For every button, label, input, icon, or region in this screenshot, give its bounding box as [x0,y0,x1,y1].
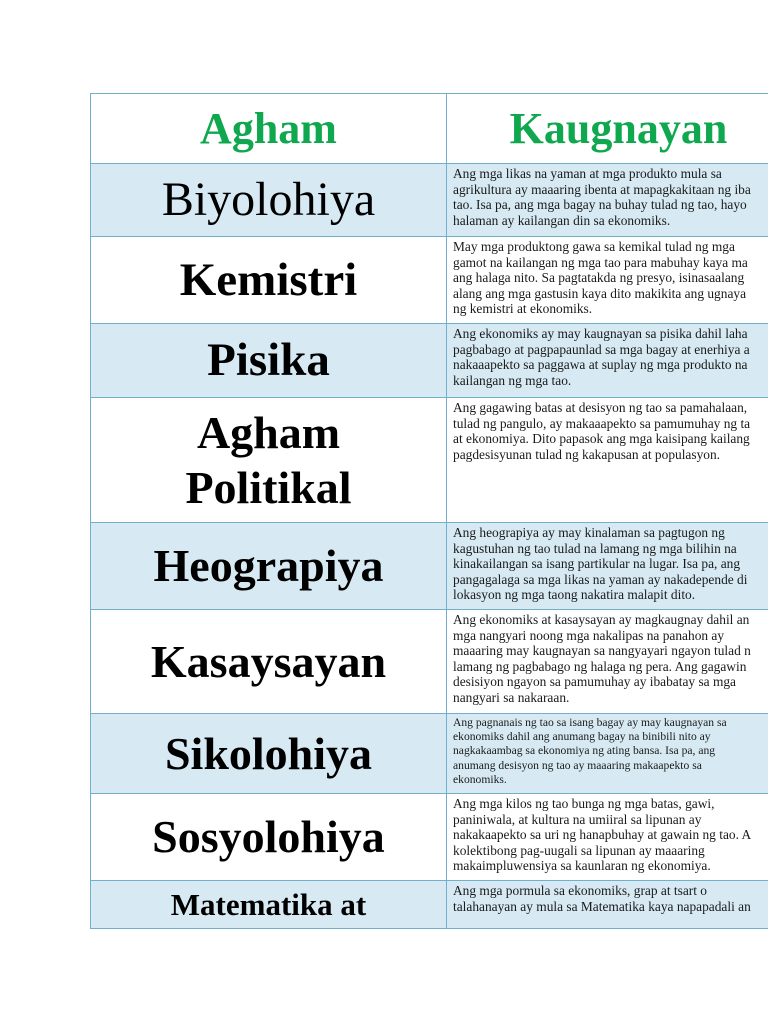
description-cell: Ang gagawing batas at desisyon ng tao sa pamahalaan, tulad ng pangulo, ay makaaapekto sa pamumuhay ng ta at ekonomiya. Dito papasok ang mga kaisipang kailang pagdesisyunan tulad ng kakapusan at populasyon. [447,398,768,523]
table-row [91,610,768,714]
description-cell: Ang mga pormula sa ekonomiks, grap at tsart o talahanayan ay mula sa Matematika kaya napapadali an [447,881,768,929]
table-row [91,237,768,324]
subject-line-2: Politikal [185,462,352,513]
description-cell: May mga produktong gawa sa kemikal tulad ng mga gamot na kailangan ng mga tao para mabuhay kaya ma ang halaga nito. Sa pagtatakda ng presyo, isinasaalang alang ang mga gastusin kaya dito makikita ang ugnaya ng kemistri at ekonomiks. [447,237,768,324]
subject-cell: Heograpiya [91,523,447,610]
table-row [91,881,768,929]
description-cell: Ang pagnanais ng tao sa isang bagay ay may kaugnayan sa ekonomiks dahil ang anumang bagay na binibili nito ay nagkakaambag sa ekonomiya ng ating bansa. Isa pa, ang anumang desisyon ng tao ay maaaring makaapekto sa ekonomiks. [447,714,768,794]
subject-cell: Biyolohiya [91,164,447,237]
subject-cell [91,398,447,523]
table-row [91,794,768,881]
subject-cell: Kemistri [91,237,447,324]
subject-cell: Pisika [91,324,447,398]
table-row [91,523,768,610]
subject-cell: Matematika at [91,881,447,929]
subjects-table-container [90,93,768,929]
header-subject: Agham [91,94,447,164]
header-relation: Kaugnayan [447,94,768,164]
subject-line-1: Agham [196,406,341,458]
description-cell: Ang ekonomiks ay may kaugnayan sa pisika dahil laha pagbabago at pagpapaunlad sa mga bagay at enerhiya a nakaaapekto sa paggawa at suplay ng mga produkto na kailangan ng mga tao. [447,324,768,398]
description-cell: Ang mga likas na yaman at mga produkto mula sa agrikultura ay maaaring ibenta at mapagkakitaan ng iba tao. Isa pa, ang mga bagay na buhay tulad ng tao, hayo halaman ay kailangan din sa ekonomiks. [447,164,768,237]
header-row [91,94,768,164]
description-cell: Ang heograpiya ay may kinalaman sa pagtugon ng kagustuhan ng tao tulad na lamang ng mga bilihin na kinakailangan sa isang partikular na lugar. Isa pa, ang pangagalaga sa mga likas na yaman ay nakadepende di lokasyon ng mga taong nakatira malapit dito. [447,523,768,610]
description-cell: Ang mga kilos ng tao bunga ng mga batas, gawi, paniniwala, at kultura na umiiral sa lipunan ay nakakaapekto sa uri ng hanapbuhay at gawain ng tao. A kolektibong pag-uugali sa lipunan ay maaaring makaimpluwensiya sa kaunlaran ng ekonomiya. [447,794,768,881]
table-row [91,324,768,398]
table-row [91,398,768,523]
table-row [91,714,768,794]
subject-cell: Sosyolohiya [91,794,447,881]
subject-cell: Sikolohiya [91,714,447,794]
description-cell: Ang ekonomiks at kasaysayan ay magkaugnay dahil an mga nangyari noong mga nakalipas na panahon ay maaaring may kaugnayan sa nangyayari ngayon tulad n lamang ng pagbabago ng halaga ng pera. Ang gagawin desisiyon ngayon sa pamumuhay ay ibabatay sa mga nangyari sa nakaraan. [447,610,768,714]
subjects-relation-table [90,93,768,929]
subject-cell: Kasaysayan [91,610,447,714]
table-row [91,164,768,237]
